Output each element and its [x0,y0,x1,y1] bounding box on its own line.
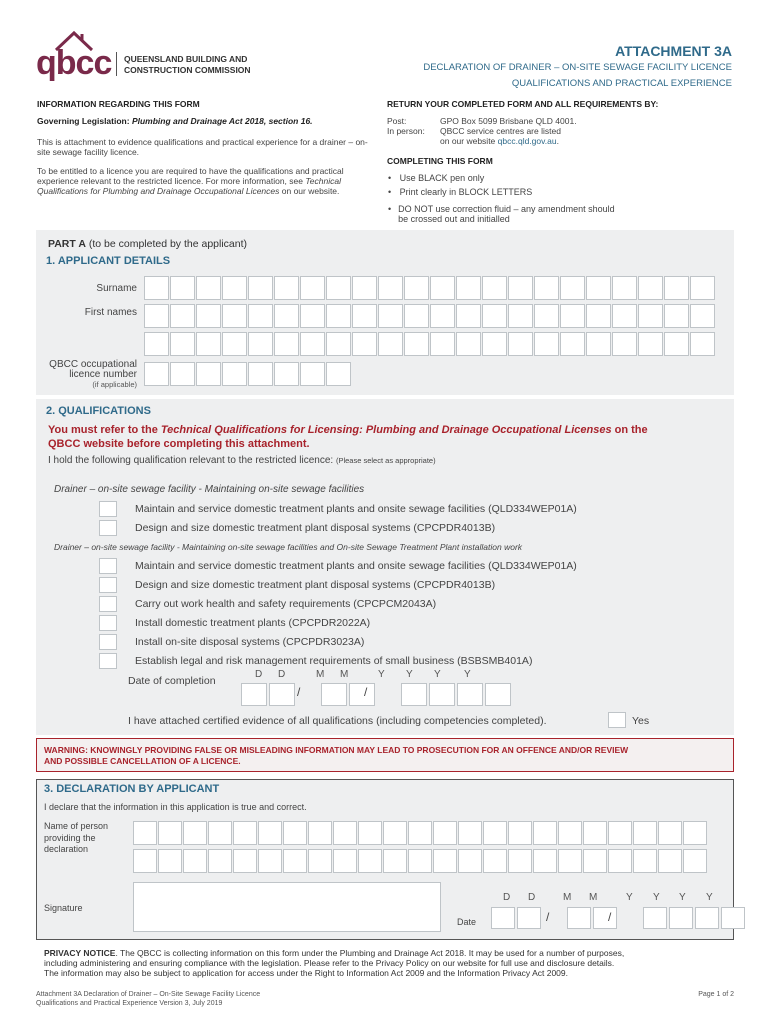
first-names-cell[interactable] [222,304,247,328]
warning-box [36,738,734,772]
qualification-label: Maintain and service domestic treatment plants and onsite sewage facilities (QLD334WEP01A) [135,503,577,515]
bullet-2-text: Print clearly in BLOCK LETTERS [399,187,533,197]
surname-cell[interactable] [196,276,221,300]
licence-label-2: licence number [69,369,137,380]
first-names-cell[interactable] [456,304,481,328]
name-cell[interactable] [233,849,257,873]
qualification-checkbox[interactable] [99,634,117,650]
surname-cell[interactable] [560,276,585,300]
first-names-cell[interactable] [456,332,481,356]
name-cell[interactable] [508,821,532,845]
must-refer [48,424,648,436]
warning-line-2: AND POSSIBLE CANCELLATION OF A LICENCE. [44,756,241,766]
licence-cell[interactable] [300,362,325,386]
name-cell[interactable] [508,849,532,873]
name-cell[interactable] [433,849,457,873]
date-completion-cell[interactable] [349,683,375,706]
first-names-cell[interactable] [222,332,247,356]
section-2-title: 2. QUALIFICATIONS [46,405,151,417]
name-cell[interactable] [133,849,157,873]
surname-cell[interactable] [300,276,325,300]
name-cell[interactable] [408,821,432,845]
date-slash: / [364,685,368,699]
first-names-cell[interactable] [482,304,507,328]
first-names-cell[interactable] [638,304,663,328]
post-label: Post: [387,116,407,126]
website-end: . [556,136,559,146]
name-cell[interactable] [483,821,507,845]
name-cell[interactable] [658,821,682,845]
first-names-cell[interactable] [508,304,533,328]
name-cell[interactable] [683,849,707,873]
first-names-cell[interactable] [274,332,299,356]
part-a-note: (to be completed by the applicant) [85,238,248,250]
name-cell[interactable] [208,849,232,873]
group-2-title: Drainer – on-site sewage facility - Maintaining on-site sewage facilities and On-site Sewage Treatment Plant installation work [54,542,523,552]
name-cell[interactable] [308,821,332,845]
name-cell[interactable] [358,849,382,873]
licence-cell[interactable] [196,362,221,386]
first-names-cell[interactable] [482,332,507,356]
name-cell[interactable] [533,849,557,873]
licence-cell[interactable] [326,362,351,386]
declaration-date-cell[interactable] [669,907,693,929]
date-slash: / [297,685,301,699]
first-names-cell[interactable] [534,304,559,328]
date-format-letter: D [503,892,511,903]
first-names-cell[interactable] [196,332,221,356]
licence-cell[interactable] [222,362,247,386]
first-names-cell[interactable] [352,332,377,356]
name-cell[interactable] [308,849,332,873]
qualification-label: Design and size domestic treatment plant disposal systems (CPCPDR4013B) [135,522,496,534]
qualification-checkbox[interactable] [99,596,117,612]
page-number: Page 1 of 2 [698,991,734,998]
completing-heading: COMPLETING THIS FORM [387,156,493,166]
surname-cell[interactable] [690,276,715,300]
first-names-cell[interactable] [534,332,559,356]
name-cell[interactable] [683,821,707,845]
date-format-letter: Y [464,669,471,680]
first-names-cell[interactable] [404,304,429,328]
surname-cell[interactable] [274,276,299,300]
privacy-line-1: . The QBCC is collecting information on this form under the Plumbing and Drainage Act 2018. It may be used for a number of purposes, [115,948,625,958]
legislation [37,116,313,126]
declaration-date-field[interactable] [491,907,747,929]
date-format-letter: M [589,892,598,903]
name-cell[interactable] [333,849,357,873]
bullet-2: • Print clearly in BLOCK LETTERS [388,187,533,197]
qualification-checkbox[interactable] [99,520,117,536]
must-refer-italic: Technical Qualifications for Licensing: Plumbing and Drainage Occupational Licenses [160,424,612,436]
logo-org-line1: QUEENSLAND BUILDING AND [124,54,248,64]
name-cell[interactable] [408,849,432,873]
first-names-cell[interactable] [664,332,689,356]
date-format-letter: M [340,669,349,680]
must-refer-b: on the [611,424,648,436]
first-names-label: First names [84,307,137,318]
date-format-letter: Y [706,892,713,903]
privacy-label: PRIVACY NOTICE [44,948,116,958]
first-names-cell[interactable] [430,304,455,328]
name-cell[interactable] [458,849,482,873]
first-names-cell[interactable] [326,332,351,356]
first-names-cell[interactable] [404,332,429,356]
declaration-date-cell[interactable] [593,907,617,929]
licence-cell[interactable] [248,362,273,386]
header-subtitle-2: QUALIFICATIONS AND PRACTICAL EXPERIENCE [511,78,732,89]
surname-cell[interactable] [144,276,169,300]
first-names-cell[interactable] [144,304,169,328]
first-names-cell[interactable] [378,304,403,328]
hold-main: I hold the following qualification relevant to the restricted licence: [48,455,336,466]
name-cell[interactable] [283,849,307,873]
date-format-letter: M [316,669,325,680]
privacy-notice [44,948,734,978]
qualification-label: Design and size domestic treatment plant disposal systems (CPCPDR4013B) [135,579,496,591]
footer-line-2: Qualifications and Practical Experience Version 3, July 2019 [36,1000,223,1007]
logo-mark: qbcc [36,44,112,82]
qualification-label: Install domestic treatment plants (CPCPDR2022A) [135,617,371,629]
surname-cell[interactable] [222,276,247,300]
first-names-cell[interactable] [664,304,689,328]
surname-label: Surname [96,283,137,294]
surname-cell[interactable] [534,276,559,300]
must-refer-a: You must refer to the [48,424,161,436]
licence-note: (if applicable) [92,380,137,389]
declaration-date-cell[interactable] [643,907,667,929]
first-names-cell[interactable] [612,332,637,356]
date-completion-cell[interactable] [401,683,427,706]
date-format-letter: D [255,669,263,680]
declare-text: I declare that the information in this application is true and correct. [44,802,307,812]
name-cell[interactable] [208,821,232,845]
name-cell[interactable] [558,821,582,845]
signature-label: Signature [44,903,83,913]
part-a-label: PART A [48,238,86,250]
name-cell[interactable] [458,821,482,845]
licence-number-field[interactable] [144,362,352,386]
declaration-date-cell[interactable] [491,907,515,929]
surname-cell[interactable] [638,276,663,300]
date-slash: / [546,910,550,924]
person-label: In person: [387,126,425,136]
first-names-cell[interactable] [586,332,611,356]
attached-statement: I have attached certified evidence of all qualifications (including competencies completed). [128,715,547,727]
first-names-cell[interactable] [170,332,195,356]
name-label-3: declaration [44,844,89,854]
qualification-checkbox[interactable] [99,653,117,669]
info-para-1: This is attachment to evidence qualifications and practical experience for a drainer – on-site sewage facility licence. [37,137,368,157]
date-completion-cell[interactable] [485,683,511,706]
surname-field[interactable] [144,276,716,300]
first-names-cell[interactable] [248,304,273,328]
name-cell[interactable] [133,821,157,845]
date-completion-field[interactable] [241,683,513,706]
website-link[interactable]: qbcc.qld.gov.au [497,136,557,146]
header-subtitle-1: DECLARATION OF DRAINER – ON-SITE SEWAGE FACILITY LICENCE [423,62,732,73]
name-cell[interactable] [383,849,407,873]
qualification-checkbox[interactable] [99,615,117,631]
post-value: GPO Box 5099 Brisbane QLD 4001. [440,116,577,126]
info-para-2-b: on our website. [279,186,340,196]
name-cell[interactable] [583,849,607,873]
surname-cell[interactable] [586,276,611,300]
date-completion-cell[interactable] [241,683,267,706]
declaration-date-cell[interactable] [517,907,541,929]
signature-field[interactable] [133,882,441,932]
section-1-title: 1. APPLICANT DETAILS [46,255,171,267]
bullet-3-text: DO NOT use correction fluid – any amendment should be crossed out and initialled [398,204,615,224]
licence-cell[interactable] [144,362,169,386]
name-cell[interactable] [608,849,632,873]
qualification-label: Install on-site disposal systems (CPCPDR3023A) [135,636,365,648]
date-completion-cell[interactable] [457,683,483,706]
bullet-3: • DO NOT use correction fluid – any amendment should be crossed out and initialled [388,204,618,224]
surname-cell[interactable] [248,276,273,300]
first-names-cell[interactable] [690,332,715,356]
first-names-cell[interactable] [638,332,663,356]
date-format-letter: Y [434,669,441,680]
date-format-letter: Y [653,892,660,903]
name-cell[interactable] [158,849,182,873]
first-names-cell[interactable] [690,304,715,328]
name-label-2: providing the [44,833,96,843]
warning-line-1: WARNING: KNOWINGLY PROVIDING FALSE OR MISLEADING INFORMATION MAY LEAD TO PROSECUTION FOR AN OFFENCE AND/OR REVIEW [44,745,629,755]
name-cell[interactable] [633,821,657,845]
first-names-cell[interactable] [326,304,351,328]
first-names-cell[interactable] [560,304,585,328]
licence-cell[interactable] [170,362,195,386]
privacy-line-2: including administering and ensuring compliance with the legislation. Please refer to the Privacy Policy on our website for full use and disclosure details. [44,958,615,968]
name-cell[interactable] [333,821,357,845]
name-cell[interactable] [258,821,282,845]
name-cell[interactable] [358,821,382,845]
logo-org-line2: CONSTRUCTION COMMISSION [124,65,251,75]
date-completion-cell[interactable] [429,683,455,706]
name-cell[interactable] [183,849,207,873]
date-format-letter: D [528,892,536,903]
date-completion-label: Date of completion [128,675,216,687]
first-names-cell[interactable] [248,332,273,356]
first-names-cell[interactable] [196,304,221,328]
hold-text [48,455,436,466]
qualification-checkbox[interactable] [99,577,117,593]
surname-cell[interactable] [326,276,351,300]
first-names-cell[interactable] [274,304,299,328]
info-para-2-a: To be entitled to a licence you are required to have the qualifications and practical experience relevant to the restricted licence. For more information, see [37,166,344,186]
surname-cell[interactable] [352,276,377,300]
qualification-label: Maintain and service domestic treatment plants and onsite sewage facilities (QLD334WEP01A) [135,560,577,572]
surname-cell[interactable] [170,276,195,300]
name-cell[interactable] [533,821,557,845]
yes-checkbox[interactable] [608,712,626,728]
part-a [48,238,247,250]
surname-cell[interactable] [664,276,689,300]
first-names-cell[interactable] [430,332,455,356]
date-format-letter: Y [679,892,686,903]
name-cell[interactable] [483,849,507,873]
date-format-letter: D [278,669,286,680]
name-cell[interactable] [158,821,182,845]
date-format-letter: Y [406,669,413,680]
attachment-title: ATTACHMENT 3A [615,43,732,59]
declaration-date-cell[interactable] [695,907,719,929]
legislation-label: Governing Legislation: [37,116,132,126]
surname-cell[interactable] [430,276,455,300]
bullet-1-text: Use BLACK pen only [399,173,485,183]
first-names-cell[interactable] [300,332,325,356]
name-cell[interactable] [258,849,282,873]
first-names-cell[interactable] [612,304,637,328]
person-value-1: QBCC service centres are listed [440,126,561,136]
surname-cell[interactable] [482,276,507,300]
hold-note: (Please select as appropriate) [335,456,436,465]
declaration-date-cell[interactable] [721,907,745,929]
first-names-cell[interactable] [586,304,611,328]
return-heading: RETURN YOUR COMPLETED FORM AND ALL REQUIREMENTS BY: [387,99,659,109]
name-cell[interactable] [608,821,632,845]
first-names-cell[interactable] [300,304,325,328]
surname-cell[interactable] [456,276,481,300]
surname-cell[interactable] [378,276,403,300]
qualification-checkbox[interactable] [99,558,117,574]
name-field-1[interactable] [133,821,708,845]
date-label: Date [457,917,477,927]
group-1-title: Drainer – on-site sewage facility - Maintaining on-site sewage facilities [54,484,365,495]
first-names-cell[interactable] [508,332,533,356]
name-cell[interactable] [283,821,307,845]
name-cell[interactable] [183,821,207,845]
qualification-label: Carry out work health and safety requirements (CPCPCM2043A) [135,598,437,610]
surname-cell[interactable] [612,276,637,300]
bullet-1: • Use BLACK pen only [388,173,485,183]
surname-cell[interactable] [508,276,533,300]
date-completion-cell[interactable] [269,683,295,706]
person-value-2-text: on our website [440,136,498,146]
first-names-cell[interactable] [170,304,195,328]
date-format-letter: M [563,892,572,903]
licence-label-1: QBCC occupational [49,359,137,370]
name-cell[interactable] [233,821,257,845]
privacy-line-3: The information may also be subject to application for access under the Right to Information Act 2009 and the Information Privacy Act 2009. [44,968,568,978]
first-names-cell[interactable] [560,332,585,356]
section-3-title: 3. DECLARATION BY APPLICANT [44,783,220,795]
name-label-1: Name of person [44,821,109,831]
qualification-label: Establish legal and risk management requirements of small business (BSBSMB401A) [135,655,533,667]
yes-label: Yes [632,715,650,727]
info-para-2-italic: Technical Qualifications for Plumbing and Drainage Occupational Licences [37,176,341,196]
person-value-2 [440,136,559,146]
must-refer-line2: QBCC website before completing this attachment. [48,438,310,450]
logo-divider [116,52,117,76]
name-field-2[interactable] [133,849,708,873]
date-completion-cell[interactable] [321,683,347,706]
info-heading: INFORMATION REGARDING THIS FORM [37,99,200,109]
first-names-cell[interactable] [144,332,169,356]
date-slash: / [608,910,612,924]
name-cell[interactable] [633,849,657,873]
footer-line-1: Attachment 3A Declaration of Drainer – On-Site Sewage Facility Licence [36,991,261,998]
name-cell[interactable] [583,821,607,845]
date-format-letter: Y [378,669,385,680]
name-cell[interactable] [383,821,407,845]
first-names-field-1[interactable] [144,304,716,328]
qbcc-logo [36,30,266,84]
info-para-2 [37,166,379,196]
declaration-date-cell[interactable] [567,907,591,929]
surname-cell[interactable] [404,276,429,300]
first-names-cell[interactable] [352,304,377,328]
first-names-cell[interactable] [378,332,403,356]
name-cell[interactable] [558,849,582,873]
first-names-field-2[interactable] [144,332,716,356]
licence-cell[interactable] [274,362,299,386]
name-cell[interactable] [433,821,457,845]
date-format-letter: Y [626,892,633,903]
qualification-checkbox[interactable] [99,501,117,517]
name-cell[interactable] [658,849,682,873]
legislation-value: Plumbing and Drainage Act 2018, section 16. [131,116,313,126]
